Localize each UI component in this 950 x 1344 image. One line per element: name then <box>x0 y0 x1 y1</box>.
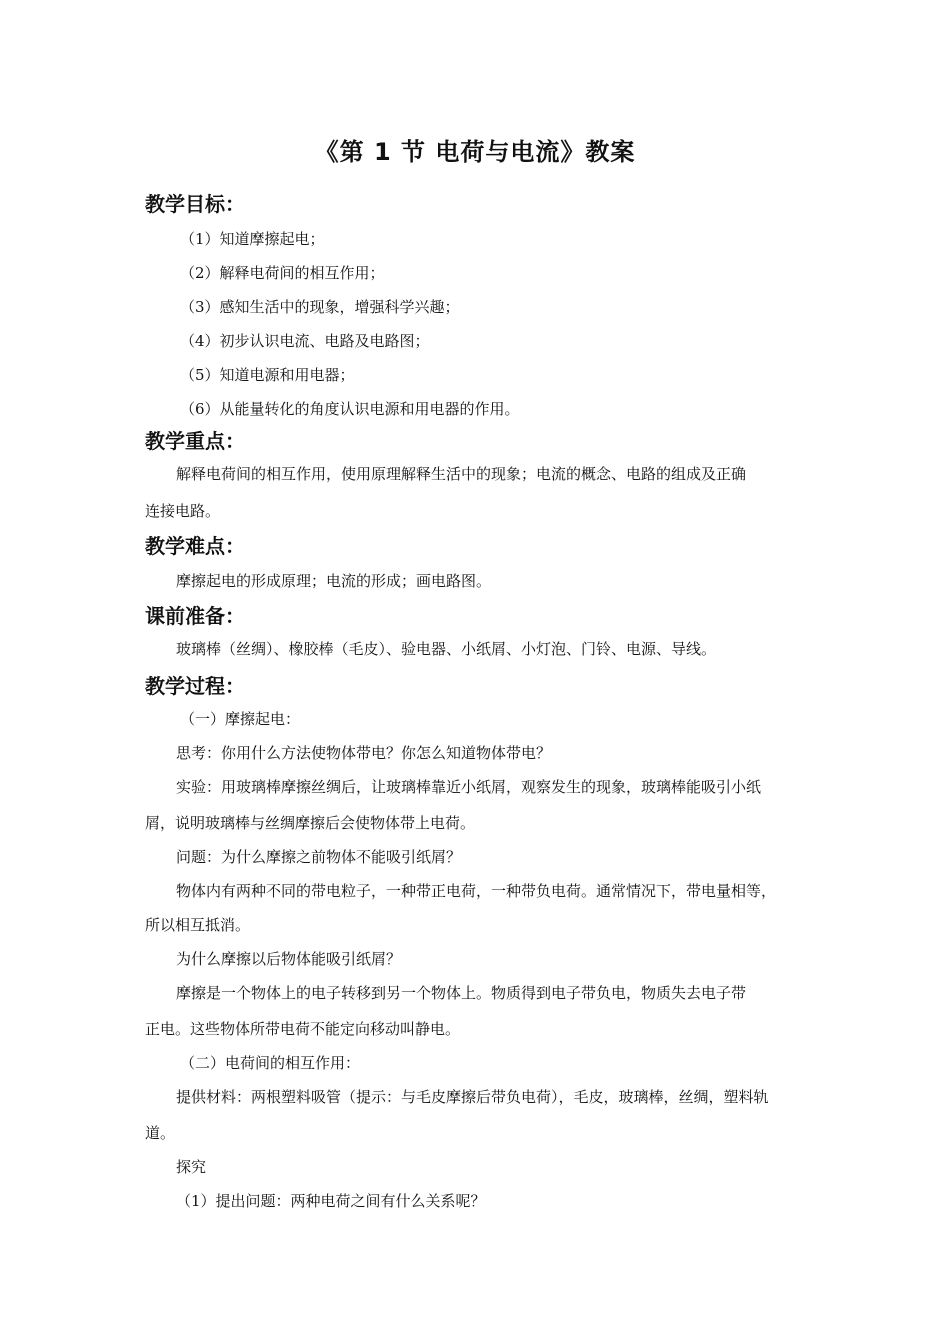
process-line: 实验：用玻璃棒摩擦丝绸后，让玻璃棒靠近小纸屑，观察发生的现象，玻璃棒能吸引小纸 <box>176 778 762 796</box>
process-line: 道。 <box>145 1124 176 1142</box>
process-line: 为什么摩擦以后物体能吸引纸屑？ <box>176 950 402 968</box>
preparation-heading: 课前准备： <box>145 604 245 628</box>
process-heading: 教学过程： <box>145 674 245 698</box>
key-points-heading: 教学重点： <box>145 429 245 453</box>
objective-item: （1）知道摩擦起电； <box>180 230 325 248</box>
process-line: （一）摩擦起电： <box>180 710 301 728</box>
process-line: 提供材料：两根塑料吸管（提示：与毛皮摩擦后带负电荷），毛皮，玻璃棒，丝绸，塑料轨 <box>176 1088 769 1106</box>
key-points-text: 解释电荷间的相互作用，使用原理解释生活中的现象；电流的概念、电路的组成及正确 <box>176 465 747 483</box>
process-line: 正电。这些物体所带电荷不能定向移动叫静电。 <box>145 1020 461 1038</box>
process-line: （二）电荷间的相互作用： <box>180 1054 361 1072</box>
process-line: 探究 <box>176 1158 207 1176</box>
difficulties-heading: 教学难点： <box>145 534 245 558</box>
objective-item: （5）知道电源和用电器； <box>180 366 355 384</box>
objective-item: （2）解释电荷间的相互作用； <box>180 264 385 282</box>
process-line: 屑，说明玻璃棒与丝绸摩擦后会使物体带上电荷。 <box>145 814 476 832</box>
key-points-text: 连接电路。 <box>145 502 221 520</box>
process-line: 思考：你用什么方法使物体带电？你怎么知道物体带电？ <box>176 744 552 762</box>
process-line: 物体内有两种不同的带电粒子，一种带正电荷，一种带负电荷。通常情况下，带电量相等， <box>176 882 777 900</box>
document-title: 《第 1 节 电荷与电流》教案 <box>314 138 636 166</box>
objectives-heading: 教学目标： <box>145 192 245 216</box>
process-line: （1）提出问题：两种电荷之间有什么关系呢？ <box>176 1192 486 1210</box>
objective-item: （3）感知生活中的现象，增强科学兴趣； <box>180 298 460 316</box>
difficulties-text: 摩擦起电的形成原理；电流的形成；画电路图。 <box>176 572 492 590</box>
objective-item: （6）从能量转化的角度认识电源和用电器的作用。 <box>180 400 520 418</box>
process-line: 摩擦是一个物体上的电子转移到另一个物体上。物质得到电子带负电，物质失去电子带 <box>176 984 747 1002</box>
process-line: 所以相互抵消。 <box>145 916 251 934</box>
objective-item: （4）初步认识电流、电路及电路图； <box>180 332 430 350</box>
preparation-text: 玻璃棒（丝绸）、橡胶棒（毛皮）、验电器、小纸屑、小灯泡、门铃、电源、导线。 <box>176 640 717 658</box>
process-line: 问题：为什么摩擦之前物体不能吸引纸屑？ <box>176 848 462 866</box>
